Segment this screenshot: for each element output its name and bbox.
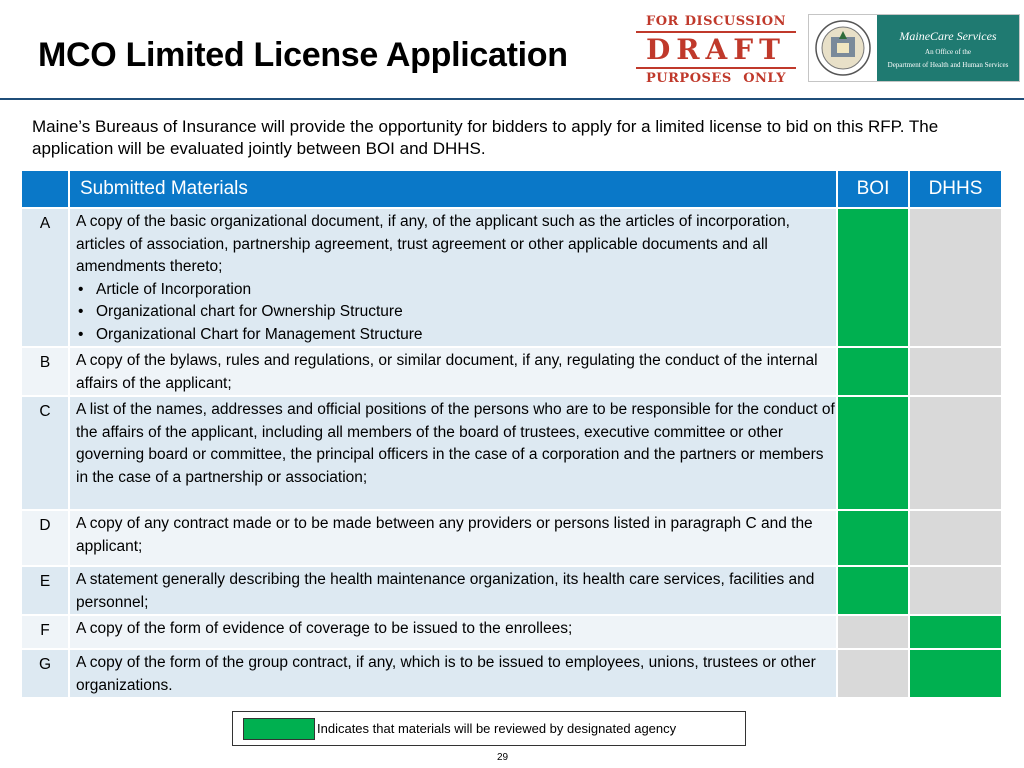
row-letter: G: [21, 649, 69, 698]
stamp-word-only: ONLY: [743, 71, 786, 86]
materials-table: [20, 169, 1003, 699]
legend-text: Indicates that materials will be reviewed by designated agency: [317, 721, 677, 736]
dhhs-review-cell: [909, 615, 1002, 649]
dhhs-review-cell: [909, 649, 1002, 698]
slide-title: MCO Limited License Application: [38, 36, 568, 74]
row-description-text: A copy of the form of evidence of coverage to be issued to the enrollees;: [76, 620, 573, 637]
logo-subtitle-1: An Office of the: [925, 48, 971, 56]
dhhs-review-cell: [909, 566, 1002, 615]
boi-review-cell: [837, 510, 909, 566]
dhhs-review-cell: [909, 208, 1002, 347]
table-row: [21, 566, 1002, 615]
header-submitted-materials: Submitted Materials: [69, 170, 837, 208]
legend-box: [232, 711, 746, 746]
row-description: [69, 396, 837, 510]
stamp-word-purposes: PURPOSES: [646, 71, 732, 86]
boi-review-cell: [837, 615, 909, 649]
table-row: [21, 615, 1002, 649]
stamp-rule-bottom: [636, 67, 796, 69]
row-description: [69, 649, 837, 698]
row-letter: C: [21, 396, 69, 510]
row-description: [69, 208, 837, 347]
logo-subtitle-2: Department of Health and Human Services: [887, 61, 1009, 69]
header-blank: [21, 170, 69, 208]
row-description-text: A copy of the basic organizational document, if any, of the applicant such as the articles of incorporation, articles of association, partnership agreement, trust agreement or other applicable documents and all amendments thereto;: [76, 213, 790, 275]
row-letter: D: [21, 510, 69, 566]
row-letter: A: [21, 208, 69, 347]
row-description: [69, 510, 837, 566]
state-seal-icon: [809, 15, 877, 81]
table-row: [21, 347, 1002, 396]
header-dhhs: DHHS: [909, 170, 1002, 208]
row-description-text: A list of the names, addresses and official positions of the persons who are to be responsible for the conduct of the affairs of the applicant, including all members of the board of trustees, executive committee or other governing board or committee, the principal officers in the case of a corporation and the partners or members in the case of a partnership or association;: [76, 401, 835, 486]
boi-review-cell: [837, 208, 909, 347]
bullet-item: • Organizational chart for Ownership Structure: [96, 301, 836, 324]
row-letter: E: [21, 566, 69, 615]
table-row: [21, 208, 1002, 347]
title-divider: [0, 98, 1024, 100]
table-row: [21, 396, 1002, 510]
table-row: [21, 649, 1002, 698]
boi-review-cell: [837, 396, 909, 510]
dhhs-review-cell: [909, 396, 1002, 510]
row-description: [69, 566, 837, 615]
row-letter: B: [21, 347, 69, 396]
row-description-text: A copy of the form of the group contract, if any, which is to be issued to employees, unions, trustees or other organizations.: [76, 654, 816, 694]
row-description: [69, 347, 837, 396]
row-description-text: A statement generally describing the health maintenance organization, its health care services, facilities and personnel;: [76, 571, 815, 611]
table-row: [21, 510, 1002, 566]
draft-stamp: [636, 10, 796, 90]
row-description: [69, 615, 837, 649]
bullet-list: [76, 279, 836, 347]
boi-review-cell: [837, 347, 909, 396]
mainecare-logo: [808, 14, 1020, 82]
boi-review-cell: [837, 649, 909, 698]
logo-brand: MaineCare Services: [899, 29, 997, 43]
header-boi: BOI: [837, 170, 909, 208]
row-letter: F: [21, 615, 69, 649]
stamp-draft: DRAFT: [646, 33, 786, 66]
row-description-text: A copy of the bylaws, rules and regulations, or similar document, if any, regulating the conduct of the internal affairs of the applicant;: [76, 352, 818, 392]
stamp-word-discussion: DISCUSSION: [684, 14, 786, 29]
table-header-row: [21, 170, 1002, 208]
bullet-item: • Organizational Chart for Management Structure: [96, 324, 836, 347]
row-description-text: A copy of any contract made or to be made between any providers or persons listed in paragraph C and the applicant;: [76, 515, 813, 555]
stamp-word-for: FOR: [646, 14, 679, 29]
bullet-item: • Article of Incorporation: [96, 279, 836, 302]
dhhs-review-cell: [909, 347, 1002, 396]
boi-review-cell: [837, 566, 909, 615]
intro-paragraph: Maine’s Bureaus of Insurance will provide the opportunity for bidders to apply for a limited license to bid on this RFP. The application will be evaluated jointly between BOI and DHHS.: [32, 117, 939, 158]
page-number: 29: [497, 752, 509, 763]
dhhs-review-cell: [909, 510, 1002, 566]
legend-swatch: [243, 718, 315, 740]
